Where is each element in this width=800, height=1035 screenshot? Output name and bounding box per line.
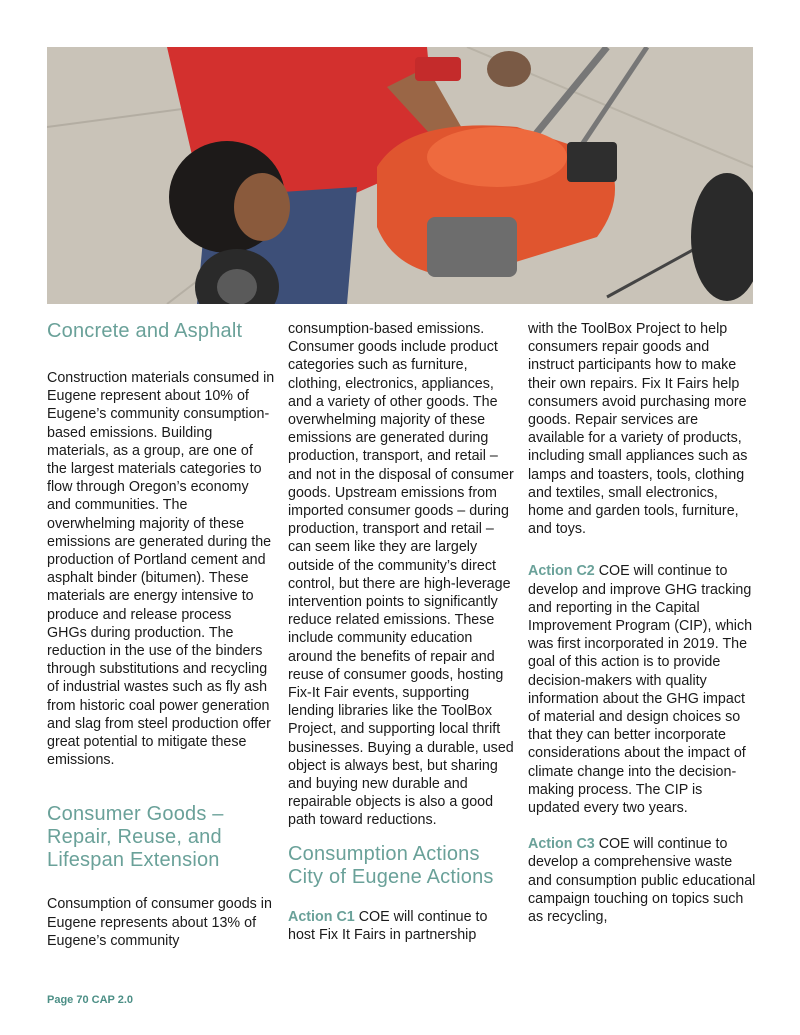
action-c2-text: COE will continue to develop and improve GHG tracking and reporting in the Capital Improvement Program (CIP), which was first incorporated in 2019. The goal of this action is to provide decision-makers with quality information about the GHG impact of material and design choices so that they can better incorporate considerations about the impact of climate change into the decision-making process. The CIP is updated every two years. (528, 563, 753, 817)
column-1 (47, 320, 275, 950)
action-c3 (528, 835, 756, 926)
photo-illustration (47, 47, 753, 304)
action-c1-text: COE will continue to host Fix It Fairs in partnership (288, 908, 488, 943)
action-c1-label: Action C1 (288, 908, 355, 925)
lawn-mower-photo (47, 47, 753, 304)
page-footer: Page 70 CAP 2.0 (47, 994, 134, 1006)
action-c3-text: COE will continue to develop a comprehensive waste and consumption public educational campaign touching on topics such as recycling, (528, 836, 756, 926)
action-c2 (528, 562, 756, 817)
paragraph-consumer-goods-cont: consumption-based emissions. Consumer goods include product categories such as furniture, clothing, electronics, appliances, and a variety of other goods. The overwhelming majority of these emissions are generated during production, transport, and retail – and not in the disposal of consumer goods. Upstream emissions from imported consumer goods – during production, transport and retail – can seem like they are largely outside of the community’s direct control, but there are high-leverage intervention points to significantly reduce related emissions. These include community education around the benefits of repair and reuse of consumer goods, hosting Fix-It Fair events, supporting lending libraries like the ToolBox Project, and supporting local thrift businesses. Buying a durable, used object is always best, but sharing and buying new durable and repairable objects is also a good path toward reductions. (288, 321, 514, 829)
action-c3-label: Action C3 (528, 836, 595, 853)
heading-concrete-asphalt: Concrete and Asphalt (47, 320, 243, 342)
column-2 (288, 320, 518, 944)
action-c1 (288, 908, 518, 944)
heading-consumption-actions: Consumption Actions City of Eugene Actions (288, 842, 494, 888)
paragraph-concrete: Construction materials consumed in Eugene represent about 10% of Eugene’s community consumption-based emissions. Building materials, as a group, are one of the largest materials categories to flow through Oregon’s economy and communities. The overwhelming majority of these emissions are generated during the production of Portland cement and asphalt binder (bitumen). These materials are energy intensive to produce and release process GHGs during production. The reduction in the use of the binders through substitutions and recycling of industrial wastes such as fly ash from historic coal power generation and slag from steel production offer great potential to mitigate these emissions. (47, 370, 275, 769)
paragraph-toolbox: with the ToolBox Project to help consumers repair goods and instruct participants how to make their own repairs. Fix It Fairs help consumers avoid purchasing more goods. Repair services are available for a variety of products, including small appliances such as lamps and toasters, tools, clothing and textiles, small electronics, home and garden tools, furniture, and toys. (528, 321, 748, 538)
heading-consumer-goods: Consumer Goods – Repair, Reuse, and Lifespan Extension (47, 803, 224, 872)
paragraph-consumer-goods-start: Consumption of consumer goods in Eugene represents about 13% of Eugene’s community (47, 896, 272, 949)
action-c2-label: Action C2 (528, 563, 595, 580)
column-3 (528, 320, 756, 926)
